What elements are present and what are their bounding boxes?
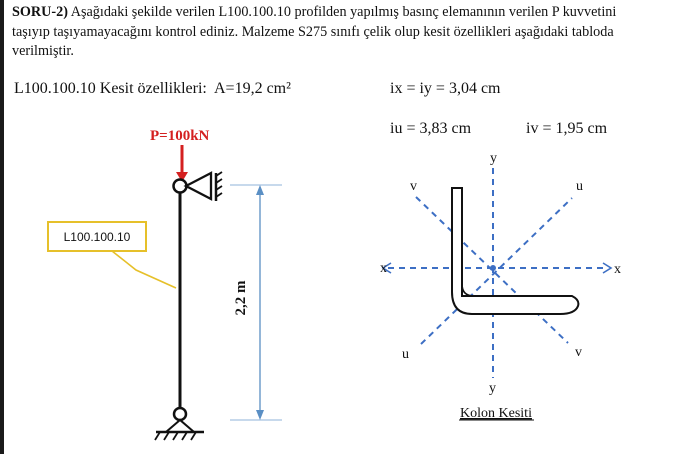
axis-v-label-bottom: v (575, 345, 582, 360)
profile-label: L100.100.10 (63, 230, 131, 244)
length-label: 2,2 m (233, 280, 249, 316)
section-heading-text: L100.100.10 Kesit özellikleri: (14, 80, 207, 97)
axis-u-label-top: u (576, 179, 583, 194)
section-iv: iv = 1,95 cm (526, 120, 608, 137)
centroid-marker (490, 265, 496, 271)
bottom-support (155, 408, 204, 440)
axis-x-label-right: x (614, 262, 621, 277)
axis-u-label-bottom: u (402, 347, 409, 362)
axis-x-arrow-right (603, 263, 611, 273)
problem-line-3: verilmiştir. (12, 43, 74, 59)
load-label: P=100kN (150, 128, 210, 144)
problem-label: SORU-2) (12, 4, 68, 20)
cross-section-axes (388, 168, 606, 378)
problem-line-2: taşıyıp taşıyamayacağını kontrol ediniz. Malzeme S275 sınıfı çelik olup kesit özellikleri aşağıdaki tabloda (12, 23, 614, 40)
axis-v-label-top: v (410, 179, 417, 194)
problem-line-1-text: Aşağıdaki şekilde verilen L100.100.10 profilden yapılmış basınç elemanının verilen P kuvvetini (70, 4, 617, 20)
section-area: A=19,2 cm² (213, 80, 291, 97)
profile-leader-line (112, 251, 176, 288)
axis-y-label-top: y (490, 151, 497, 166)
axis-y-label-bottom: y (489, 381, 496, 396)
axis-u-line (421, 198, 572, 344)
section-iu: iu = 3,83 cm (390, 120, 472, 137)
section-ix-iy: ix = iy = 3,04 cm (390, 80, 501, 97)
cross-section-title: Kolon Kesiti (460, 406, 532, 421)
axis-x-label-left: x (380, 261, 387, 276)
